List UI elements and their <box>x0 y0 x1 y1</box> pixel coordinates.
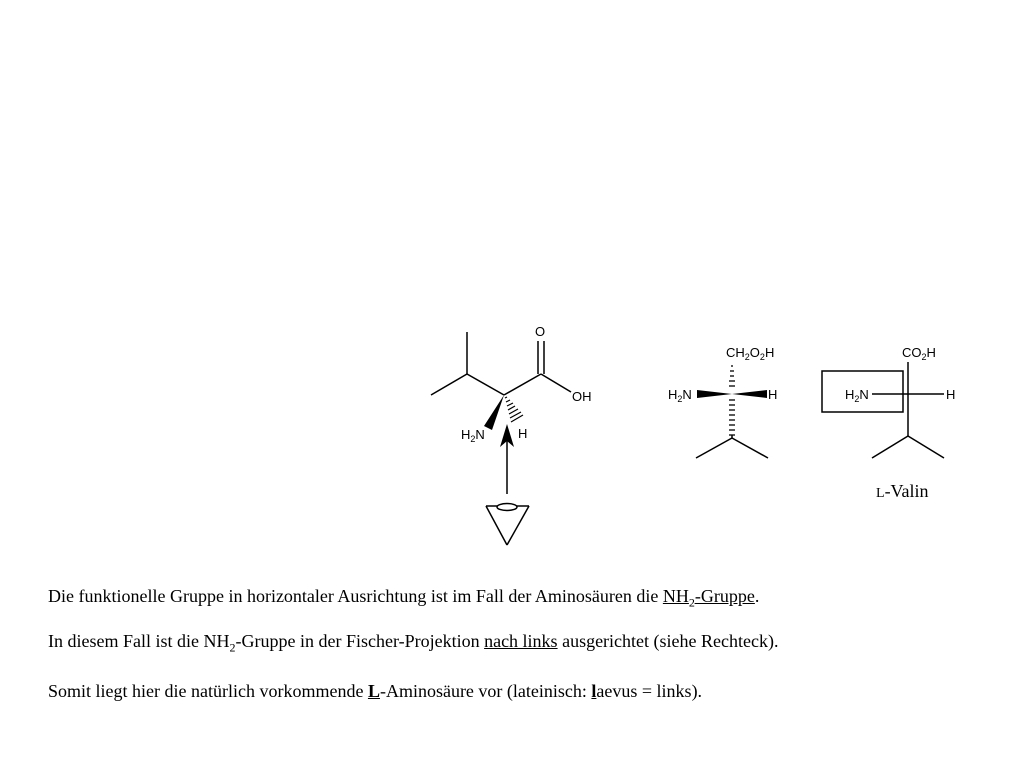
fischer-projection-wedges <box>696 435 768 458</box>
bond-isopropyl-alpha <box>467 374 504 395</box>
hashed-bond-bottom <box>729 400 735 435</box>
zigzag-structure <box>431 332 571 494</box>
eye-icon <box>486 504 529 546</box>
fischer-top-label: $CH_2O_2H$ <box>726 345 775 362</box>
bond-isopropyl-left <box>696 438 732 458</box>
simple-right-label: H <box>946 387 956 402</box>
hashed-bond-h <box>505 397 523 422</box>
simple-left-label: $H_2N$ <box>845 387 869 404</box>
explanation-line-1: Die funktionelle Gruppe in horizontaler Ausrichtung ist im Fall der Aminosäuren die $NH_2$-Gruppe. <box>48 586 760 610</box>
bond-isopropyl-right <box>732 438 768 458</box>
wedge-bond-left <box>697 390 732 398</box>
atom-label-h: H <box>518 426 528 441</box>
hashed-bond-top <box>729 366 735 386</box>
wedge-bond-nh2 <box>484 395 504 430</box>
fischer-right-label: H <box>768 387 778 402</box>
fischer-left-label: $H_2N$ <box>668 387 692 404</box>
atom-label-oh: OH <box>572 389 592 404</box>
bond-isopropyl-left <box>872 436 908 458</box>
atom-label-o: O <box>535 324 546 339</box>
bond-isopropyl-right <box>908 436 944 458</box>
bond-methyl-left <box>431 374 467 395</box>
wedge-bond-right <box>732 390 767 398</box>
atom-label-h2n: $H_2N$ <box>461 427 485 444</box>
explanation-line-2: In diesem Fall ist die $NH_2$-Gruppe in der Fischer-Projektion nach links ausgerichtet (siehe Rechteck). <box>48 631 779 655</box>
bond-carboxyl-oh <box>541 374 571 392</box>
l-valin-caption: L-Valin <box>876 481 929 501</box>
explanation-line-3: Somit liegt hier die natürlich vorkommende L-Aminosäure vor (lateinisch: laevus = links). <box>48 681 703 701</box>
bond-alpha-carboxyl <box>504 374 541 395</box>
fischer-projection-simple <box>822 362 944 458</box>
simple-top-label: $CO_2H$ <box>902 345 936 362</box>
